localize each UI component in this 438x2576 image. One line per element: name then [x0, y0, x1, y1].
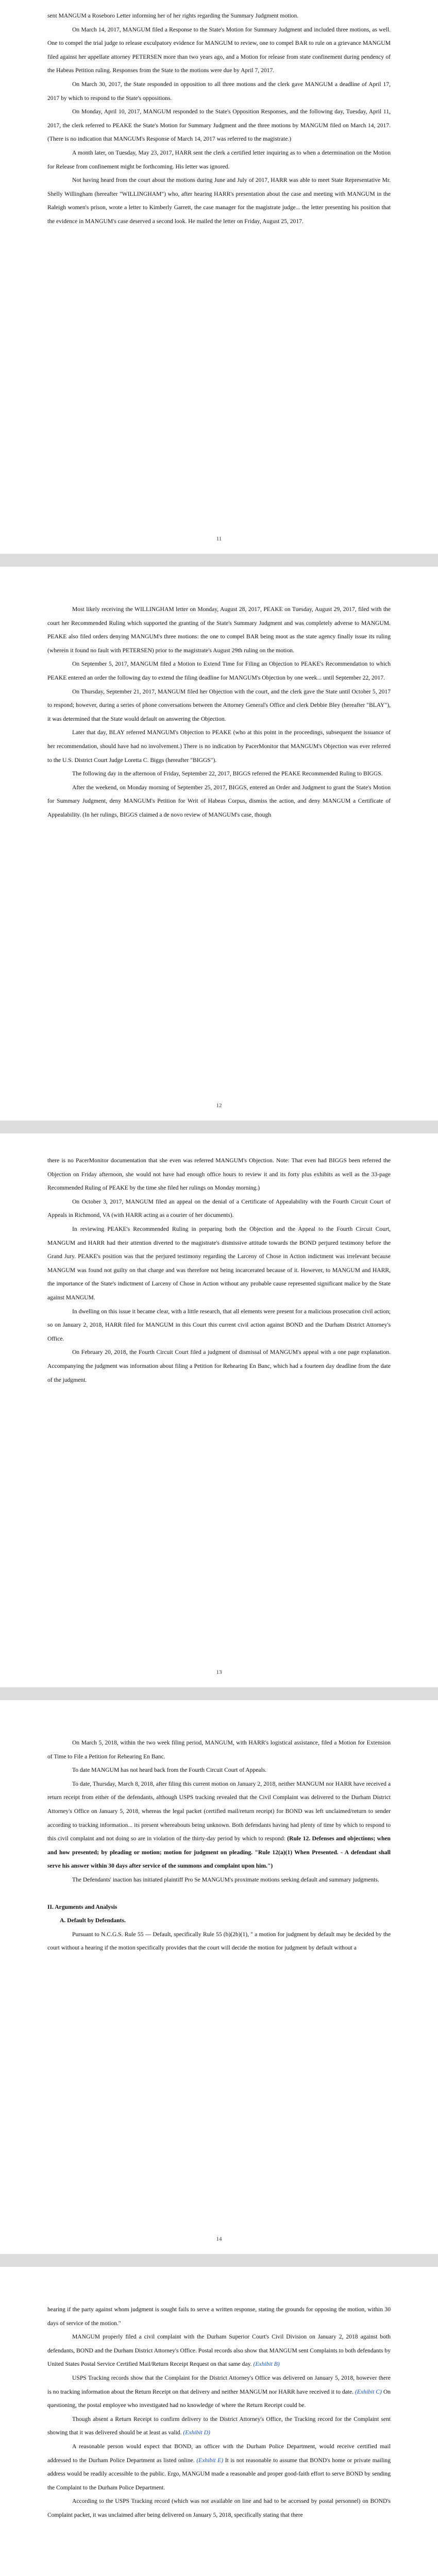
paragraph: Later that day, BLAY referred MANGUM's Objection to PEAKE (who at this point in the proceedings, subsequent the issuance of her recommendation, should have had no involvement.) There is no indication by PacerMonitor that MANGUM's Objection was ever referred to the U.S. District Court Judge Loretta C. Biggs (hereafter "BIGGS").	[47, 729, 391, 764]
paragraph-text: It is not reasonable to assume that BOND's home or private mailing address would be readily accessible to the public. Ergo, MANGUM made a reasonable and proper good-faith effort to serve BOND by sending the Complaint to the Durham Police Department.	[47, 2456, 391, 2491]
page-body	[47, 2303, 391, 2522]
exhibit-b-link[interactable]: (Exhibit B)	[253, 2361, 280, 2368]
paragraph: On March 5, 2018, within the two week filing period, MANGUM, with HARR's logistical assistance, filed a Motion for Extension of Time to File a Petition for Rehearing En Banc.	[47, 1739, 391, 1760]
paragraph: On Monday, April 10, 2017, MANGUM responded to the State's Opposition Responses, and the following day, Tuesday, April 11, 2017, the clerk referred to PEAKE the State's Motion for Summary Judgment and the three motions by MANGUM filed on March 14, 2017. (There is no indication that MANGUM's Response of March 14, 2017 was referred to the magistrate.)	[47, 108, 391, 143]
paragraph	[47, 2440, 391, 2495]
paragraph: On Thursday, September 21, 2017, MANGUM filed her Objection with the court, and the clerk gave the State until October 5, 2017 to respond; however, during a series of phone conversations between the Attorney General's Office and clerk Debbie Bley (hereafter "BLAY"), it was determined that the State would default on answering the Objection.	[47, 688, 391, 722]
document-page-13	[0, 1133, 438, 1687]
exhibit-c-link[interactable]: (Exhibit C)	[355, 2388, 382, 2395]
paragraph-text: To date, Thursday, March 8, 2018, after filing this current motion on January 2, 2018, neither MANGUM nor HARR have received a return receipt from either of the defendants, although USPS tracking revealed that the Civil Complaint was delivered to the Durham District Attorney's Office on January 5, 2018, whereas the legal packet (certified mail/return receipt) for BOND was left unclaimed/return to sender according to tracking information... its present whereabouts being unknown. Both defendants having had plenty of time by which to respond to this civil complaint and not doing so are in violation of the thirty-day period by which to respond:	[47, 1780, 391, 1842]
paragraph: In reviewing PEAKE's Recommended Ruling in preparing both the Objection and the Appeal to the Fourth Circuit Court, MANGUM and HARR had their attention diverted to the magistrate's dismissive attitude towards the BOND perjured testimony before the Grand Jury. PEAKE's position was that the perjured testimony regarding the Larceny of Chose in Action indictment was irrelevant because MANGUM was found not guilty on that charge and was therefore not being incarcerated because of it. However, to MANGUM and HARR, the importance of the State's indictment of Larceny of Chose in Action without any probable cause represented significant malice by the State against MANGUM.	[47, 1225, 391, 1301]
page-number: 13	[216, 1669, 222, 1675]
page-separator	[0, 1121, 438, 1133]
paragraph: The following day in the afternoon of Friday, September 22, 2017, BIGGS referred the PEAKE Recommended Ruling to BIGGS.	[72, 770, 383, 777]
paragraph: The Defendants' inaction has initiated plaintiff Pro Se MANGUM's proximate motions seeking default and summary judgments.	[72, 1876, 379, 1883]
document-page-14	[0, 1700, 438, 2254]
subsection-heading: A. Default by Defendants.	[60, 1917, 126, 1924]
paragraph-text: A reasonable person would expect that BOND, an officer with the Durham Police Department, would receive certified mail addressed to the Durham Police Department as listed online.	[47, 2443, 391, 2464]
paragraph: To date MANGUM has not heard back from the Fourth Circuit Court of Appeals.	[72, 1767, 267, 1774]
paragraph: there is no PacerMonitor documentation that she even was referred MANGUM's Objection. Note: That even had BIGGS been referred the Objection on Friday afternoon, she would not have had enough office hours to review it and its forty plus exhibits as well as the 33-page Recommended Ruling of PEAKE by the time she filed her rulings on Monday morning.)	[47, 1157, 391, 1192]
page-body	[47, 1154, 391, 1387]
paragraph: On March 30, 2017, the State responded in opposition to all three motions and the clerk gave MANGUM a deadline of April 17, 2017 by which to respond to the State's oppositions.	[47, 80, 391, 101]
paragraph-text: MANGUM properly filed a civil complaint with the Durham Superior Court's Civil Division on January 2, 2018 against both defendants, BOND and the Durham District Attorney's Office. Postal records also show that MANGUM sent Complaints to both defendants by United States Postal Service Certified Mail/Return Receipt Request on that same day.	[47, 2333, 391, 2368]
paragraph: hearing if the party against whom judgment is sought fails to serve a written response, stating the grounds for opposing the motion, within 30 days of service of the motion."	[47, 2306, 391, 2327]
paragraph: On February 20, 2018, the Fourth Circuit Court filed a judgment of dismissal of MANGUM's appeal with a one page explanation. Accompanying the judgment was information about filing a Petition for Rehearing En Banc, which had a fourteen day deadline from the date of the judgment.	[47, 1349, 391, 1383]
exhibit-d-link[interactable]: (Exhibit D)	[183, 2429, 210, 2436]
page-number: 14	[216, 2236, 222, 2242]
page-number: 11	[216, 536, 222, 542]
paragraph	[47, 2330, 391, 2371]
paragraph: Not having heard from the court about the motions during June and July of 2017, HARR was able to meet State Representative Mr. Shelly Willingham (hereafter "WILLINGHAM") who, after hearing HARR's presentation about the case and meeting with MANGUM in the Raleigh women's prison, wrote a letter to Kimberly Garrett, the case manager for the magistrate judge... the letter presenting his position that the evidence in MANGUM's case deserved a second look. He mailed the letter on Friday, August 25, 2017.	[47, 177, 391, 225]
page-number: 12	[216, 1103, 222, 1109]
paragraph: A month later, on Tuesday, May 23, 2017, HARR sent the clerk a certified letter inquiring as to when a determination on the Motion for Release from confinement might be forthcoming. His letter was ignored.	[47, 149, 391, 170]
exhibit-e-link[interactable]: (Exhibit E)	[196, 2456, 224, 2464]
paragraph	[47, 2371, 391, 2413]
document-page-11	[0, 0, 438, 554]
paragraph: In dwelling on this issue it became clear, with a little research, that all elements were present for a malicious prosecution civil action; so on January 2, 2018, HARR filed for MANGUM in this Court this current civil action against BOND and the Durham District Attorney's Office.	[47, 1308, 391, 1342]
paragraph: On March 14, 2017, MANGUM filed a Response to the State's Motion for Summary Judgment and included three motions, as well. One to compel the trial judge to release exculpatory evidence for MANGUM to review, one to compel BAR to rule on a grievance MANGUM filed against her appellate attorney PETERSEN more than two years ago, and a Motion for release from state confinement during pendency of the Habeas Petition ruling. Responses from the State to the motions were due by April 7, 2017.	[47, 26, 391, 74]
document-page-12	[0, 567, 438, 1121]
paragraph: sent MANGUM a Roseboro Letter informing her of her rights regarding the Summary Judgment motion.	[47, 12, 299, 19]
rule-citation-quote: "Rule 12(a)(1) When Presented. - A defendant shall serve his answer within 30 days after service of the summons and complaint upon him.")	[47, 1849, 391, 1870]
paragraph: Most likely receiving the WILLINGHAM letter on Monday, August 28, 2017, PEAKE on Tuesday, August 29, 2017, filed with the court her Recommended Ruling which supported the granting of the State's Summary Judgment and was completely adverse to MANGUM. PEAKE also filed orders denying MANGUM's three motions: the one to compel BAR being moot as the state agency finally issue its ruling (wherein it found no fault with PETERSEN) prior to the magistrate's August 29th ruling on the motion.	[47, 606, 391, 654]
page-separator	[0, 2254, 438, 2267]
page-body	[47, 603, 391, 822]
rule-citation-bold: (Rule 12. Defenses and objections; when and how presented; by pleading or motion; motion for judgment on pleading.	[47, 1835, 391, 1856]
paragraph-text: On questioning, the postal employee who investigated had no knowledge of where the Return Receipt could be.	[47, 2388, 391, 2409]
document-page-15	[0, 2267, 438, 2576]
page-body	[47, 1736, 391, 1955]
paragraph: According to the USPS Tracking record (which was not available on line and had to be accessed by postal personnel) on BOND's Complaint packet, it was unclaimed after being delivered on January 5, 2018, specifically stating that there	[47, 2498, 391, 2518]
page-separator	[0, 554, 438, 567]
paragraph	[47, 2413, 391, 2440]
paragraph: On September 5, 2017, MANGUM filed a Motion to Extend Time for Filing an Objection to PEAKE's Recommendation to which PEAKE entered an order the following day to extend the filing deadline for MANGUM's Objection by one week... until September 22, 2017.	[47, 660, 391, 681]
paragraph	[47, 1777, 391, 1873]
paragraph-text: USPS Tracking records show that the Complaint for the District Attorney's Office was delivered on January 5, 2018, however there is no tracking information about the Return Receipt on that delivery and neither MANGUM nor HARR have received it to date.	[47, 2374, 391, 2395]
section-heading: II. Arguments and Analysis	[47, 1903, 117, 1910]
paragraph: Pursuant to N.C.G.S. Rule 55 — Default, specifically Rule 55 (b)(2b)(1), " a motion for judgment by default may be decided by the court without a hearing if the motion specifically provides that the court will decide the motion for judgment by default without a	[47, 1930, 391, 1952]
paragraph: On October 3, 2017, MANGUM filed an appeal on the denial of a Certificate of Appealability with the Fourth Circuit Court of Appeals in Richmond, VA (with HARR acting as a courier of her documents).	[47, 1198, 391, 1219]
paragraph: After the weekend, on Monday morning of September 25, 2017, BIGGS, entered an Order and Judgment to grant the State's Motion for Summary Judgment, deny MANGUM's Petition for Writ of Habeas Corpus, dismiss the action, and deny MANGUM a Certificate of Appealability. (In her rulings, BIGGS claimed a de novo review of MANGUM's case, though	[47, 784, 391, 818]
page-body	[47, 9, 391, 229]
paragraph-text: Though absent a Return Receipt to confirm delivery to the District Attorney's Office, the Tracking record for the Complaint sent showing that it was delivered should be at least as valid.	[47, 2415, 391, 2436]
page-separator	[0, 1687, 438, 1700]
